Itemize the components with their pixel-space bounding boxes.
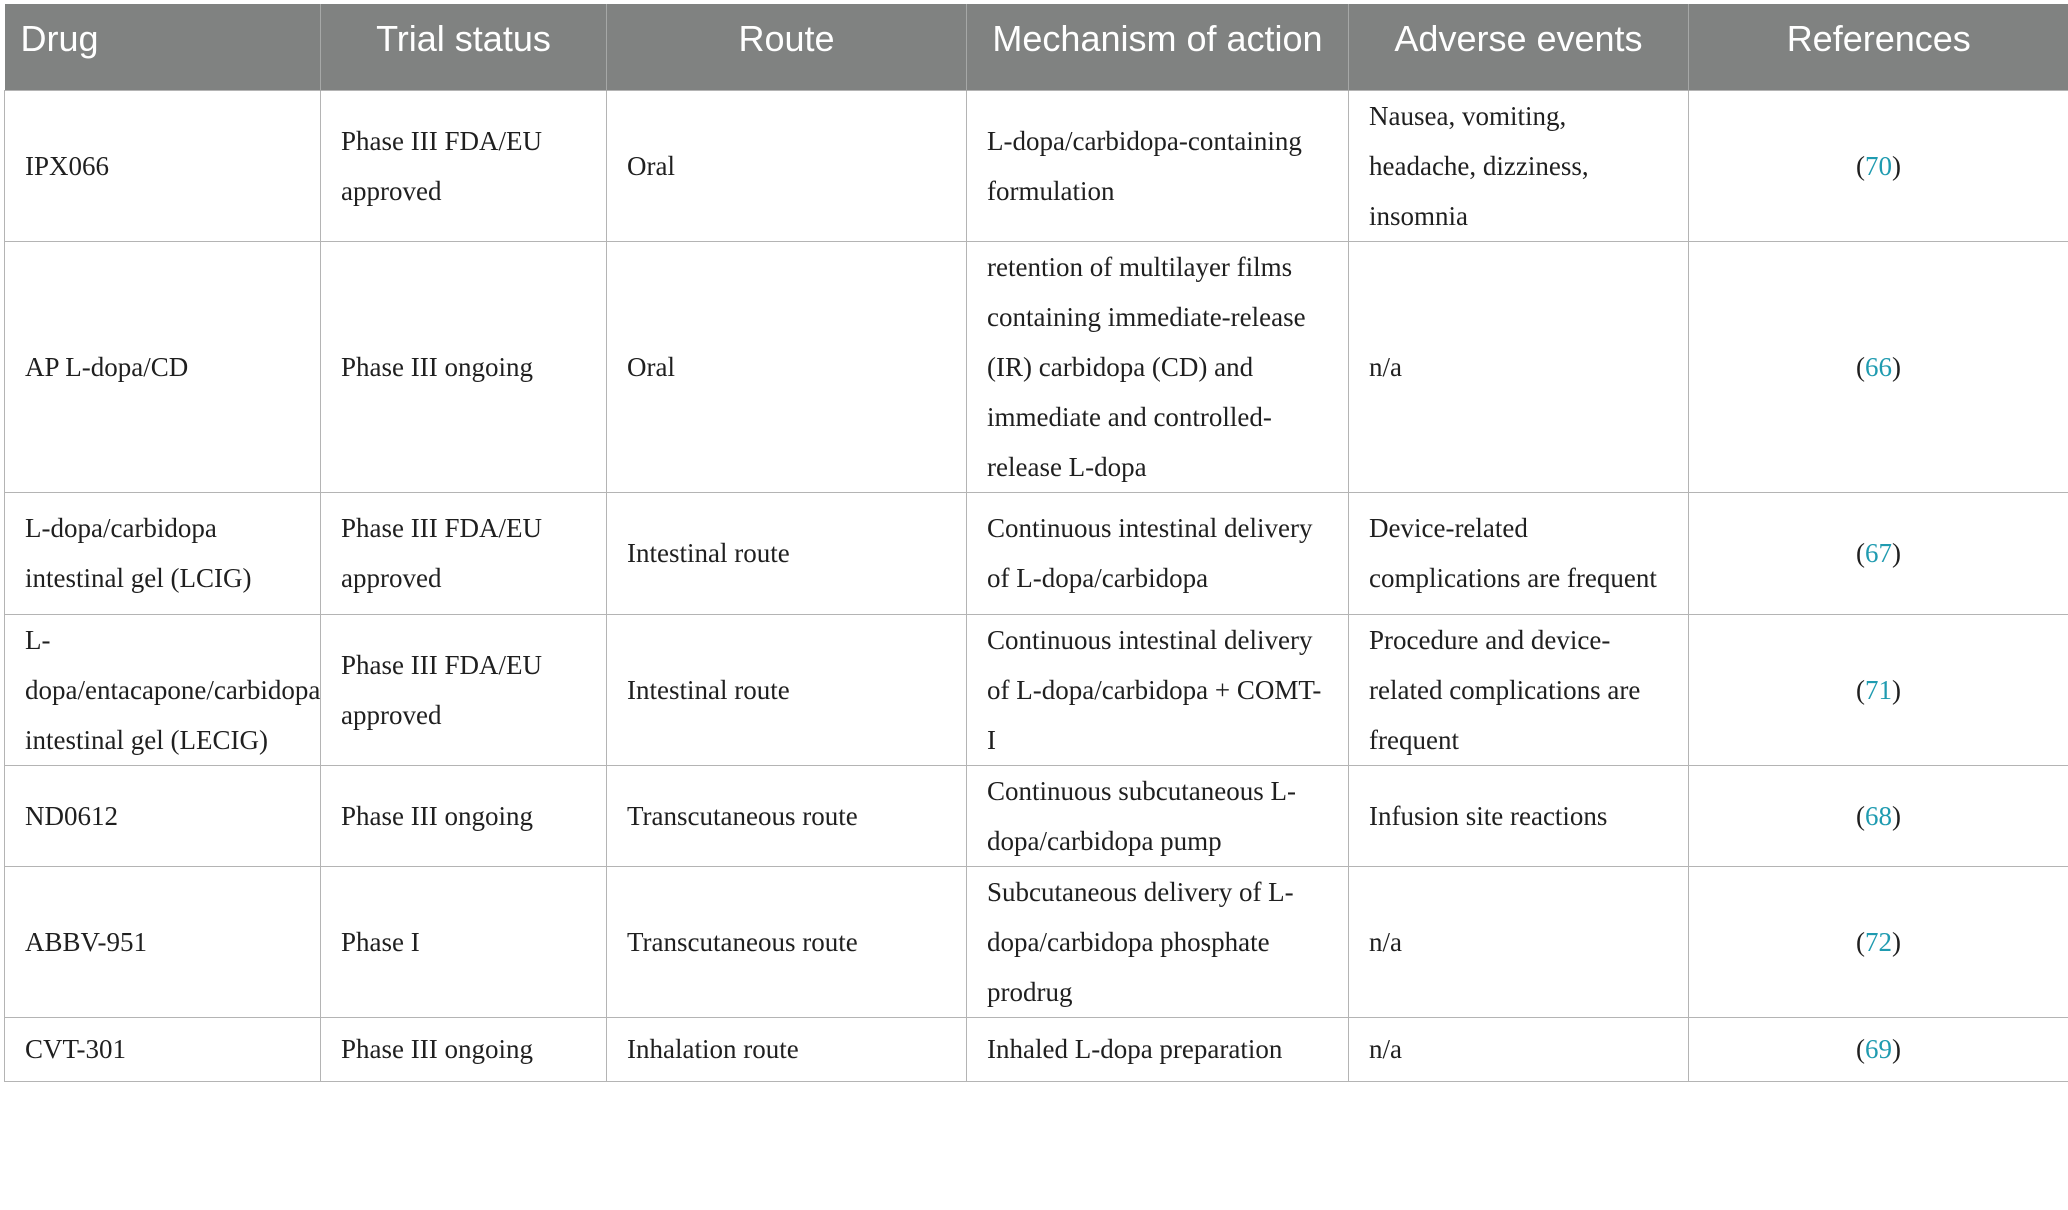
cell-route: Oral bbox=[607, 90, 967, 241]
cell-mechanism: Subcutaneous delivery of L-dopa/carbidopa phosphate prodrug bbox=[967, 866, 1349, 1017]
cell-adverse-events: Procedure and device-related complications are frequent bbox=[1349, 614, 1689, 765]
reference-link[interactable]: 67 bbox=[1865, 538, 1892, 568]
cell-drug: ABBV-951 bbox=[5, 866, 321, 1017]
cell-reference: (69) bbox=[1689, 1017, 2068, 1081]
reference-link[interactable]: 72 bbox=[1865, 926, 1892, 957]
cell-drug: IPX066 bbox=[5, 90, 321, 241]
cell-reference: (68) bbox=[1689, 765, 2068, 866]
cell-drug: CVT-301 bbox=[5, 1017, 321, 1081]
header-trial-status: Trial status bbox=[321, 4, 607, 90]
cell-route: Transcutaneous route bbox=[607, 866, 967, 1017]
cell-reference: (71) bbox=[1689, 614, 2068, 765]
cell-adverse-events: Nausea, vomiting, headache, dizziness, insomnia bbox=[1349, 90, 1689, 241]
cell-status: Phase III FDA/EU approved bbox=[321, 614, 607, 765]
cell-adverse-events: Infusion site reactions bbox=[1349, 765, 1689, 866]
cell-mechanism: L-dopa/carbidopa-containing formulation bbox=[967, 90, 1349, 241]
cell-status: Phase III FDA/EU approved bbox=[321, 90, 607, 241]
cell-adverse-events: n/a bbox=[1349, 866, 1689, 1017]
reference-link[interactable]: 70 bbox=[1865, 150, 1892, 181]
cell-adverse-events: n/a bbox=[1349, 1017, 1689, 1081]
cell-drug: ND0612 bbox=[5, 765, 321, 866]
header-references: References bbox=[1689, 4, 2068, 90]
cell-status: Phase III FDA/EU approved bbox=[321, 492, 607, 614]
table-row bbox=[5, 1017, 2068, 1081]
cell-route: Intestinal route bbox=[607, 492, 967, 614]
cell-route: Oral bbox=[607, 241, 967, 492]
cell-mechanism: Continuous intestinal delivery of L-dopa/carbidopa bbox=[967, 492, 1349, 614]
cell-drug: L-dopa/entacapone/carbidopa intestinal gel (LECIG) bbox=[5, 614, 321, 765]
cell-route: Inhalation route bbox=[607, 1017, 967, 1081]
table-row bbox=[5, 90, 2068, 241]
cell-drug: AP L-dopa/CD bbox=[5, 241, 321, 492]
cell-status: Phase III ongoing bbox=[321, 765, 607, 866]
cell-reference: (72) bbox=[1689, 866, 2068, 1017]
cell-reference: (66) bbox=[1689, 241, 2068, 492]
cell-route: Intestinal route bbox=[607, 614, 967, 765]
cell-mechanism: Inhaled L-dopa preparation bbox=[967, 1017, 1349, 1081]
drug-table bbox=[4, 4, 2068, 1082]
cell-mechanism: Continuous intestinal delivery of L-dopa/carbidopa + COMT-I bbox=[967, 614, 1349, 765]
cell-reference: (67) bbox=[1689, 492, 2068, 614]
cell-adverse-events: n/a bbox=[1349, 241, 1689, 492]
reference-link[interactable]: 71 bbox=[1865, 674, 1892, 705]
table-row bbox=[5, 492, 2068, 614]
header-adverse-events: Adverse events bbox=[1349, 4, 1689, 90]
cell-mechanism: retention of multilayer films containing immediate-release (IR) carbidopa (CD) and immediate and controlled-release L-dopa bbox=[967, 241, 1349, 492]
reference-link[interactable]: 69 bbox=[1865, 1034, 1892, 1064]
reference-link[interactable]: 68 bbox=[1865, 800, 1892, 831]
cell-status: Phase III ongoing bbox=[321, 1017, 607, 1081]
cell-adverse-events: Device-related complications are frequent bbox=[1349, 492, 1689, 614]
table-header-row bbox=[5, 4, 2068, 90]
header-route: Route bbox=[607, 4, 967, 90]
cell-mechanism: Continuous subcutaneous L-dopa/carbidopa pump bbox=[967, 765, 1349, 866]
table-row bbox=[5, 765, 2068, 866]
table-row bbox=[5, 241, 2068, 492]
cell-status: Phase I bbox=[321, 866, 607, 1017]
reference-link[interactable]: 66 bbox=[1865, 351, 1892, 382]
table-row bbox=[5, 614, 2068, 765]
cell-route: Transcutaneous route bbox=[607, 765, 967, 866]
table-row bbox=[5, 866, 2068, 1017]
cell-status: Phase III ongoing bbox=[321, 241, 607, 492]
cell-drug: L-dopa/carbidopa intestinal gel (LCIG) bbox=[5, 492, 321, 614]
header-drug: Drug bbox=[5, 4, 321, 90]
cell-reference: (70) bbox=[1689, 90, 2068, 241]
header-mechanism: Mechanism of action bbox=[967, 4, 1349, 90]
